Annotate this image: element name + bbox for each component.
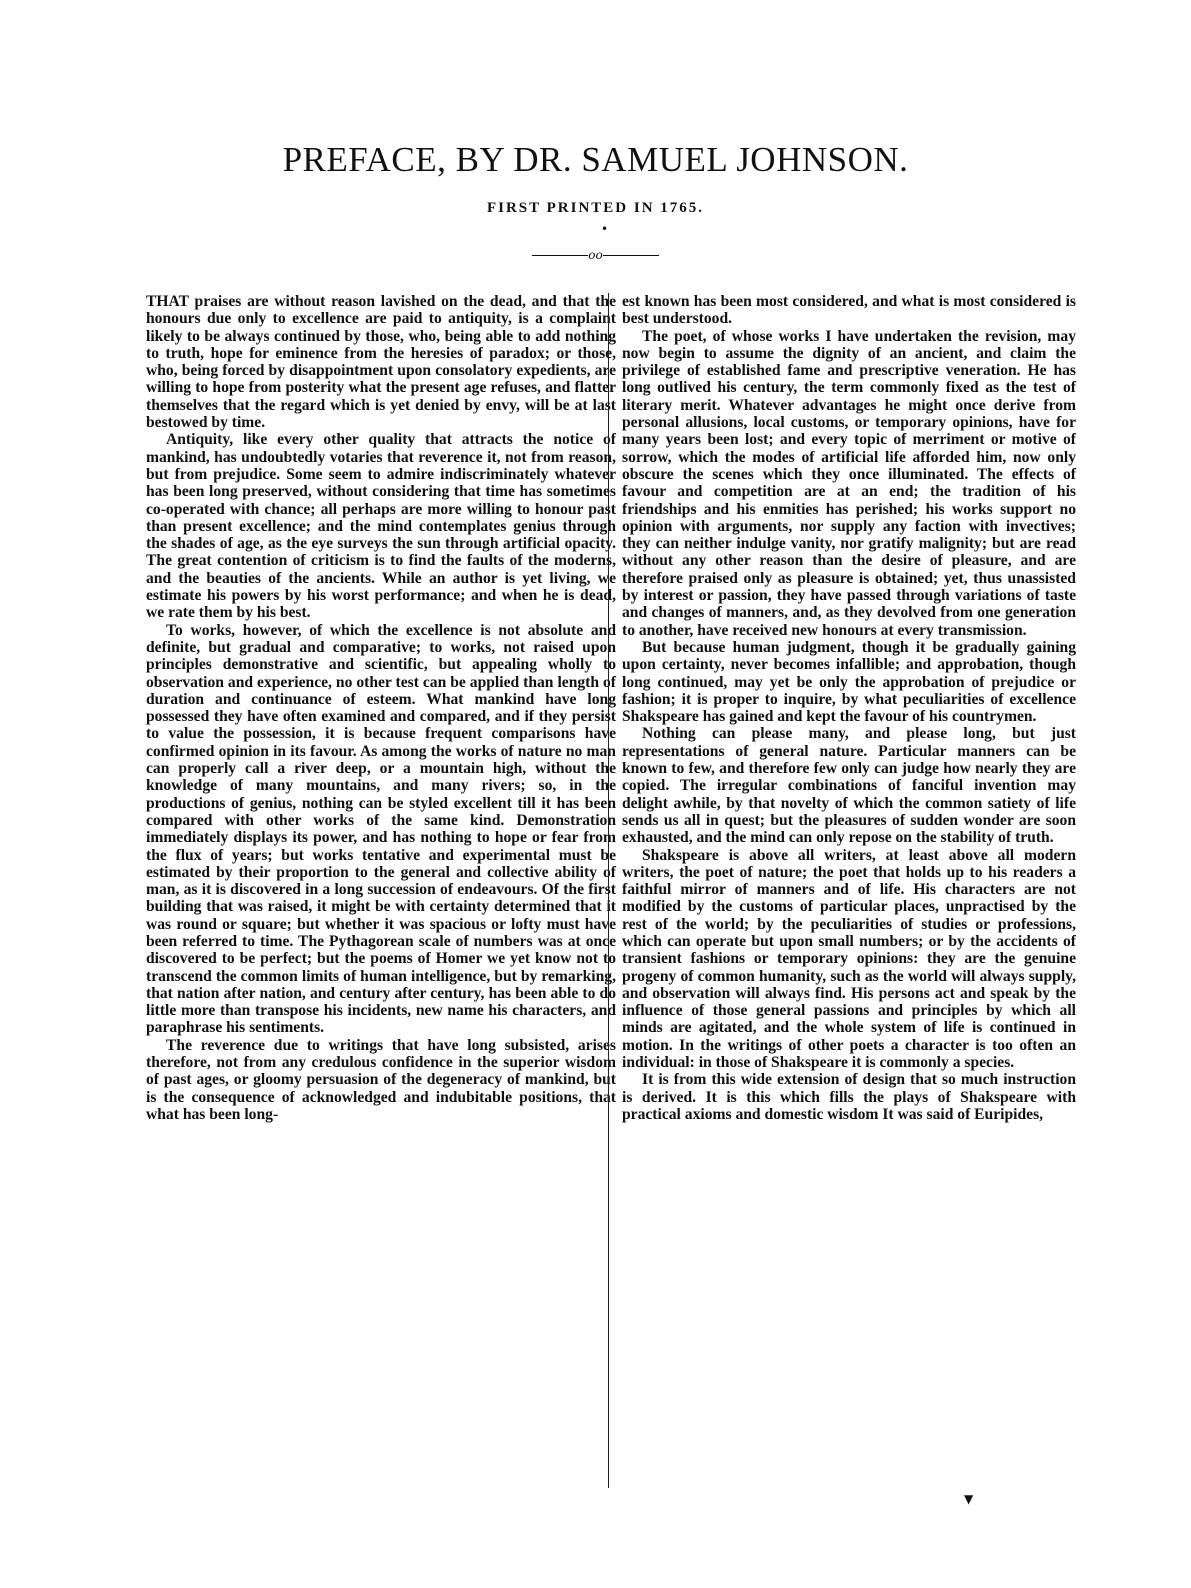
ornament-mark: • bbox=[601, 222, 609, 236]
rule-line-right bbox=[603, 255, 659, 256]
paragraph: Shakspeare is above all writers, at least above all modern writers, the poet of nature; the poet that holds up to his readers a faithful mirror of manners and of life. His characters are not modified by the customs of particular places, unpractised by the rest of the world; by the peculiarities of studies or professions, which can operate but upon small numbers; or by the accidents of transient fashions or temporary opinions: they are the genuine progeny of common humanity, such as the world will always supply, and observation will always find. His persons act and speak by the influence of those general passions and principles by which all minds are agitated, and the whole system of life is continued in motion. In the writings of other poets a character is too often an individual: in those of Shakspeare it is commonly a species. bbox=[622, 846, 1076, 1072]
column-divider bbox=[608, 293, 609, 1488]
paragraph: It is from this wide extension of design that so much instruction is derived. It is this which fills the plays of Shakspeare with practical axioms and domestic wisdom It was said of Euripides, bbox=[622, 1071, 1076, 1123]
paragraph: To works, however, of which the excellence is not absolute and definite, but gradual and comparative; to works, not raised upon principles demonstrative and scientific, but appealing wholly to observation and experience, no other test can be applied than length of duration and continuance of esteem. What mankind have long possessed they have often examined and compared, and if they persist to value the possession, it is because frequent comparisons have confirmed opinion in its favour. As among the works of nature no man can properly call a river deep, or a mountain high, without the knowledge of many mountains, and many rivers; so, in the productions of genius, nothing can be styled excellent till it has been compared with other works of the same kind. Demonstration immediately displays its power, and has nothing to hope or fear from the flux of years; but works tentative and experimental must be estimated by their proportion to the general and collective ability of man, as it is discovered in a long succession of endeavours. Of the first building that was raised, it might be with certainty determined that it was round or square; but whether it was spacious or lofty must have been referred to time. The Pythagorean scale of numbers was at once discovered to be perfect; but the poems of Homer we yet know not to transcend the common limits of human intelligence, but by remarking, that nation after nation, and century after century, has been able to do little more than transpose his incidents, new name his characters, and paraphrase his sentiments. bbox=[146, 621, 616, 1037]
paragraph: Antiquity, like every other quality that attracts the notice of mankind, has undoubtedly votaries that reverence it, not from reason, but from prejudice. Some seem to admire indiscriminately whatever has been long preserved, without considering that time has sometimes co-operated with chance; all perhaps are more willing to honour past than present excellence; and the mind contemplates genius through the shades of age, as the eye surveys the sun through artificial opacity. The great contention of criticism is to find the faults of the moderns, and the beauties of the ancients. While an author is yet living, we estimate his powers by his worst performance; and when he is dead, we rate them by his best. bbox=[146, 431, 616, 622]
left-column bbox=[146, 293, 616, 1123]
paragraph: Nothing can please many, and please long, but just representations of general nature. Particular manners can be known to few, and therefore few only can judge how nearly they are copied. The irregular combinations of fanciful invention may delight awhile, by that novelty of which the common satiety of life sends us all in quest; but the pleasures of sudden wonder are soon exhausted, and the mind can only repose on the stability of truth. bbox=[622, 725, 1076, 847]
paragraph: THAT praises are without reason lavished on the dead, and that the honours due only to excellence are paid to antiquity, is a complaint likely to be always continued by those, who, being able to add nothing to truth, hope for eminence from the heresies of paradox; or those, who, being forced by disappointment upon consolatory expedients, are willing to hope from posterity what the present age refuses, and flatter themselves that the regard which is yet denied by envy, will be at last bestowed by time. bbox=[146, 293, 616, 432]
paragraph: est known has been most considered, and what is most considered is best understood. bbox=[622, 293, 1076, 328]
rule-ornament: oo bbox=[588, 248, 603, 262]
paragraph: The poet, of whose works I have undertaken the revision, may now begin to assume the dignity of an ancient, and claim the privilege of established fame and prescriptive veneration. He has long outlived his century, the term commonly fixed as the test of literary merit. Whatever advantages he might once derive from personal allusions, local customs, or temporary opinions, have for many years been lost; and every topic of merriment or motive of sorrow, which the modes of artificial life afforded him, now only obscure the scenes which they once illuminated. The effects of favour and competition are at an end; the tradition of his friendships and his enmities has perished; his works support no opinion with arguments, nor supply any faction with invectives; they can neither indulge vanity, nor gratify malignity; but are read without any other reason than the desire of pleasure, and are therefore praised only as pleasure is obtained; yet, thus unassisted by interest or passion, they have passed through variations of taste and changes of manners, and, as they devolved from one generation to another, have received new honours at every transmission. bbox=[622, 327, 1076, 639]
page-title: PREFACE, BY DR. SAMUEL JOHNSON. bbox=[282, 140, 909, 179]
right-column bbox=[622, 293, 1076, 1123]
signature-mark: ▼ bbox=[964, 1492, 974, 1506]
rule-line-left bbox=[532, 255, 588, 256]
page-subtitle: FIRST PRINTED IN 1765. bbox=[486, 200, 705, 216]
paragraph: The reverence due to writings that have long subsisted, arises therefore, not from any credulous confidence in the superior wisdom of past ages, or gloomy persuasion of the degeneracy of mankind, but is the consequence of acknowledged and indubitable positions, that what has been long- bbox=[146, 1036, 616, 1123]
section-rule bbox=[0, 248, 1191, 262]
paragraph: But because human judgment, though it be gradually gaining upon certainty, never becomes infallible; and approbation, though long continued, may yet be only the approbation of prejudice or fashion; it is proper to inquire, by what peculiarities of excellence Shakspeare has gained and kept the favour of his countrymen. bbox=[622, 638, 1076, 726]
